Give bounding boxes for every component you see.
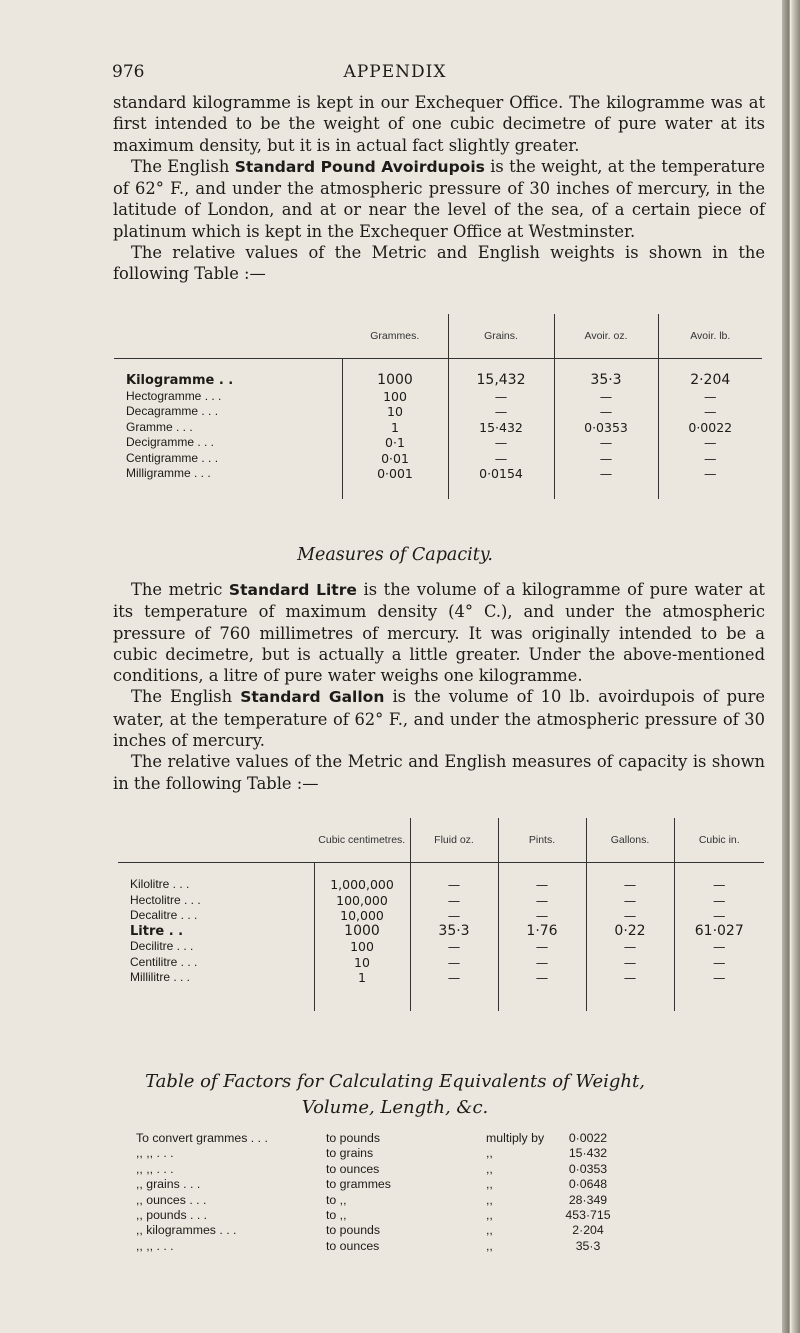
weight-grains-cell: —	[494, 404, 508, 419]
capacity-floz-cell: —	[447, 954, 461, 970]
factor-from: To convert grammes . . .	[136, 1131, 268, 1145]
weight-grammes-cell: 0·1	[385, 435, 405, 450]
factor-mult: ,,	[486, 1177, 493, 1192]
standard-litre-term: Standard Litre	[228, 581, 357, 599]
paragraph-weight-table-intro: The relative values of the Metric and English weights is shown in the following Table :—	[113, 243, 765, 284]
capacity-pints-cell: —	[535, 954, 549, 970]
weight-oz-cell: —	[599, 388, 613, 404]
factor-factor: 35·3	[575, 1238, 601, 1253]
factors-table	[136, 1131, 618, 1254]
weight-grammes-cell: 100	[383, 388, 407, 404]
weight-grammes-cell: 1000	[377, 372, 413, 388]
weight-grains-cell: —	[494, 388, 508, 404]
factor-factor: 0·0022	[568, 1131, 608, 1145]
weight-row-label: Gramme . . .	[126, 419, 193, 434]
weight-row-label: Centigramme . . .	[126, 450, 219, 465]
col-header-cubic-centimetres: Cubic centimetres.	[314, 818, 410, 863]
capacity-row-label: Decilitre . . .	[130, 939, 194, 953]
weight-grains-cell: 0·0154	[479, 466, 523, 481]
capacity-gallons-cell: —	[623, 892, 637, 908]
capacity-floz-cell: 35·3	[438, 922, 470, 939]
factors-title-line1: Table of Factors for Calculating Equivalents of Weight,	[145, 1071, 645, 1092]
capacity-floz-cell: —	[447, 892, 461, 908]
capacity-cc-cell: 100	[350, 939, 374, 954]
capacity-cc-cell: 1	[358, 970, 366, 985]
capacity-cc-cell: 10,000	[340, 908, 384, 923]
weight-lb-cell: —	[704, 450, 717, 466]
page-number: 976	[112, 62, 145, 82]
factor-from: ,, ,, . . .	[136, 1161, 174, 1176]
capacity-row-label: Decalitre . . .	[130, 908, 198, 922]
factor-row	[136, 1193, 618, 1208]
factor-factor: 28·349	[568, 1192, 608, 1207]
weight-row-label: Kilogramme . .	[126, 373, 234, 388]
factor-from: ,, ounces . . .	[136, 1192, 207, 1207]
factor-to: to ,,	[326, 1192, 347, 1207]
weight-grains-cell: —	[494, 435, 508, 450]
col-header-pints: Pints.	[498, 818, 586, 863]
capacity-cc-cell: 1000	[344, 922, 380, 939]
factor-row	[136, 1177, 618, 1192]
capacity-pints-cell: —	[535, 877, 549, 892]
capacity-cubin-cell: —	[713, 939, 726, 954]
capacity-floz-cell: —	[447, 939, 461, 954]
weight-grammes-cell: 10	[387, 404, 403, 419]
weight-oz-cell: —	[599, 450, 613, 466]
capacity-table	[118, 818, 764, 1011]
capacity-row-label: Centilitre . . .	[130, 954, 198, 969]
capacity-row-label: Kilolitre . . .	[130, 877, 190, 891]
factor-mult: ,,	[486, 1146, 493, 1161]
factor-factor: 15·432	[568, 1146, 608, 1161]
capacity-cubin-cell: —	[713, 970, 726, 985]
weight-oz-cell: 0·0353	[584, 419, 628, 435]
weight-lb-cell: —	[704, 466, 717, 481]
capacity-text	[113, 579, 765, 794]
factor-from: ,, pounds . . .	[136, 1207, 208, 1222]
capacity-pints-cell: —	[535, 908, 549, 923]
factor-to: to ,,	[326, 1207, 347, 1222]
paragraph-litre: The metric Standard Litre is the volume of a kilogramme of pure water at its temperature of maximum density (4° C.), and under the atmospheric pressure of 760 millimetres of mercury. It was originally intended to be a cubic decimetre, but is actually a little greater. Under the above-mentioned conditions, a litre of pure water weighs one kilogramme.	[113, 580, 765, 686]
capacity-heading: Measures of Capacity.	[297, 545, 493, 565]
weight-grammes-cell: 1	[391, 419, 399, 435]
weight-oz-cell: —	[599, 435, 613, 450]
weight-lb-cell: —	[704, 435, 717, 450]
weight-row-label: Milligramme . . .	[126, 466, 211, 480]
capacity-pints-cell: —	[535, 939, 549, 954]
weight-row-label: Hectogramme . . .	[126, 388, 222, 403]
factor-mult: ,,	[486, 1223, 493, 1238]
capacity-pints-cell: —	[535, 970, 549, 985]
capacity-cc-cell: 100,000	[336, 892, 388, 908]
factor-mult: multiply by	[486, 1131, 545, 1145]
capacity-cc-cell: 1,000,000	[330, 877, 394, 892]
factor-row	[136, 1146, 618, 1161]
factor-to: to grammes	[326, 1177, 391, 1192]
capacity-floz-cell: —	[447, 908, 461, 923]
capacity-gallons-cell: 0·22	[614, 922, 646, 939]
capacity-row-label: Litre . .	[130, 923, 184, 939]
running-title: APPENDIX	[343, 62, 447, 82]
standard-gallon-term: Standard Gallon	[240, 688, 385, 707]
capacity-cubin-cell: —	[713, 877, 726, 892]
weight-text	[113, 92, 765, 285]
factor-row	[136, 1239, 618, 1254]
capacity-gallons-cell: —	[623, 954, 637, 970]
weight-row-label: Decagramme . . .	[126, 404, 219, 418]
weight-lb-cell: —	[704, 404, 717, 419]
weight-lb-cell: 2·204	[690, 372, 731, 388]
capacity-pints-cell: —	[535, 892, 549, 908]
col-header-fluid-oz: Fluid oz.	[410, 818, 498, 863]
standard-pound-term: Standard Pound Avoirdupois	[234, 157, 485, 176]
capacity-cubin-cell: —	[713, 954, 726, 970]
capacity-gallons-cell: —	[623, 908, 637, 923]
col-header-gallons: Gallons.	[586, 818, 674, 863]
factor-to: to pounds	[326, 1223, 381, 1238]
factor-to: to ounces	[326, 1238, 380, 1253]
col-header-avoir-lb: Avoir. lb.	[658, 314, 762, 359]
row-labels	[114, 359, 342, 499]
factor-mult: ,,	[486, 1192, 493, 1207]
factor-row	[136, 1208, 618, 1223]
factor-to: to ounces	[326, 1161, 380, 1176]
weight-row-label: Decigramme . . .	[126, 435, 215, 449]
capacity-gallons-cell: —	[623, 970, 637, 985]
capacity-cubin-cell: —	[713, 892, 726, 908]
paragraph-pound: The English Standard Pound Avoirdupois is the weight, at the temperature of 62° F., and under the atmospheric pressure of 30 inches of mercury, in the latitude of London, and at or near the level of the sea, of a certain piece of platinum which is kept in the Exchequer Office at Westminster.	[113, 156, 765, 241]
factor-mult: ,,	[486, 1207, 493, 1222]
row-labels	[118, 863, 314, 1011]
weight-oz-cell: 35·3	[590, 372, 622, 388]
weight-grammes-cell: 0·001	[377, 466, 413, 481]
capacity-cc-cell: 10	[354, 954, 370, 970]
factor-mult: ,,	[486, 1161, 493, 1176]
paragraph-capacity-table-intro: The relative values of the Metric and English measures of capacity is shown in the following Table :—	[113, 752, 765, 793]
factor-to: to grains	[326, 1146, 374, 1161]
factor-from: ,, ,, . . .	[136, 1238, 174, 1253]
factor-row	[136, 1223, 618, 1238]
factor-from: ,, grains . . .	[136, 1177, 201, 1192]
weight-oz-cell: —	[599, 404, 613, 419]
capacity-cubin-cell: 61·027	[694, 922, 744, 939]
factors-title-line2: Volume, Length, &c.	[301, 1097, 489, 1118]
capacity-floz-cell: —	[447, 970, 461, 985]
factor-from: ,, kilogrammes . . .	[136, 1223, 237, 1238]
capacity-cubin-cell: —	[713, 908, 726, 923]
capacity-gallons-cell: —	[623, 877, 637, 892]
capacity-gallons-cell: —	[623, 939, 637, 954]
weight-oz-cell: —	[599, 466, 613, 481]
factor-row	[136, 1162, 618, 1177]
col-header-grains: Grains.	[448, 314, 554, 359]
col-header-grammes: Grammes.	[342, 314, 448, 359]
book-spine-edge	[782, 0, 800, 1333]
weight-grammes-cell: 0·01	[381, 450, 409, 466]
weight-grains-cell: 15,432	[476, 372, 526, 388]
weight-lb-cell: —	[704, 388, 717, 404]
weight-lb-cell: 0·0022	[688, 419, 733, 435]
col-header-cubic-in: Cubic in.	[674, 818, 764, 863]
factor-row	[136, 1131, 618, 1146]
factor-factor: 2·204	[572, 1223, 604, 1238]
factor-factor: 0·0648	[568, 1177, 608, 1192]
col-header-avoir-oz: Avoir. oz.	[554, 314, 658, 359]
capacity-row-label: Millilitre . . .	[130, 970, 190, 984]
capacity-row-label: Hectolitre . . .	[130, 892, 201, 907]
factor-from: ,, ,, . . .	[136, 1146, 174, 1161]
factor-factor: 453·715	[565, 1207, 611, 1222]
factor-mult: ,,	[486, 1238, 493, 1253]
paragraph-weight-intro: standard kilogramme is kept in our Exchequer Office. The kilogramme was at first intended to be the weight of one cubic decimetre of pure water at its maximum density, but it is in actual fact slightly greater.	[113, 93, 765, 155]
capacity-pints-cell: 1·76	[526, 922, 558, 939]
factor-to: to pounds	[326, 1131, 381, 1145]
weight-grains-cell: —	[494, 450, 508, 466]
capacity-floz-cell: —	[447, 877, 461, 892]
paragraph-gallon: The English Standard Gallon is the volume of 10 lb. avoirdupois of pure water, at the temperature of 62° F., and under the atmospheric pressure of 30 inches of mercury.	[113, 687, 765, 751]
factor-factor: 0·0353	[568, 1161, 608, 1176]
weight-table	[114, 314, 762, 499]
weight-grains-cell: 15·432	[479, 419, 523, 435]
